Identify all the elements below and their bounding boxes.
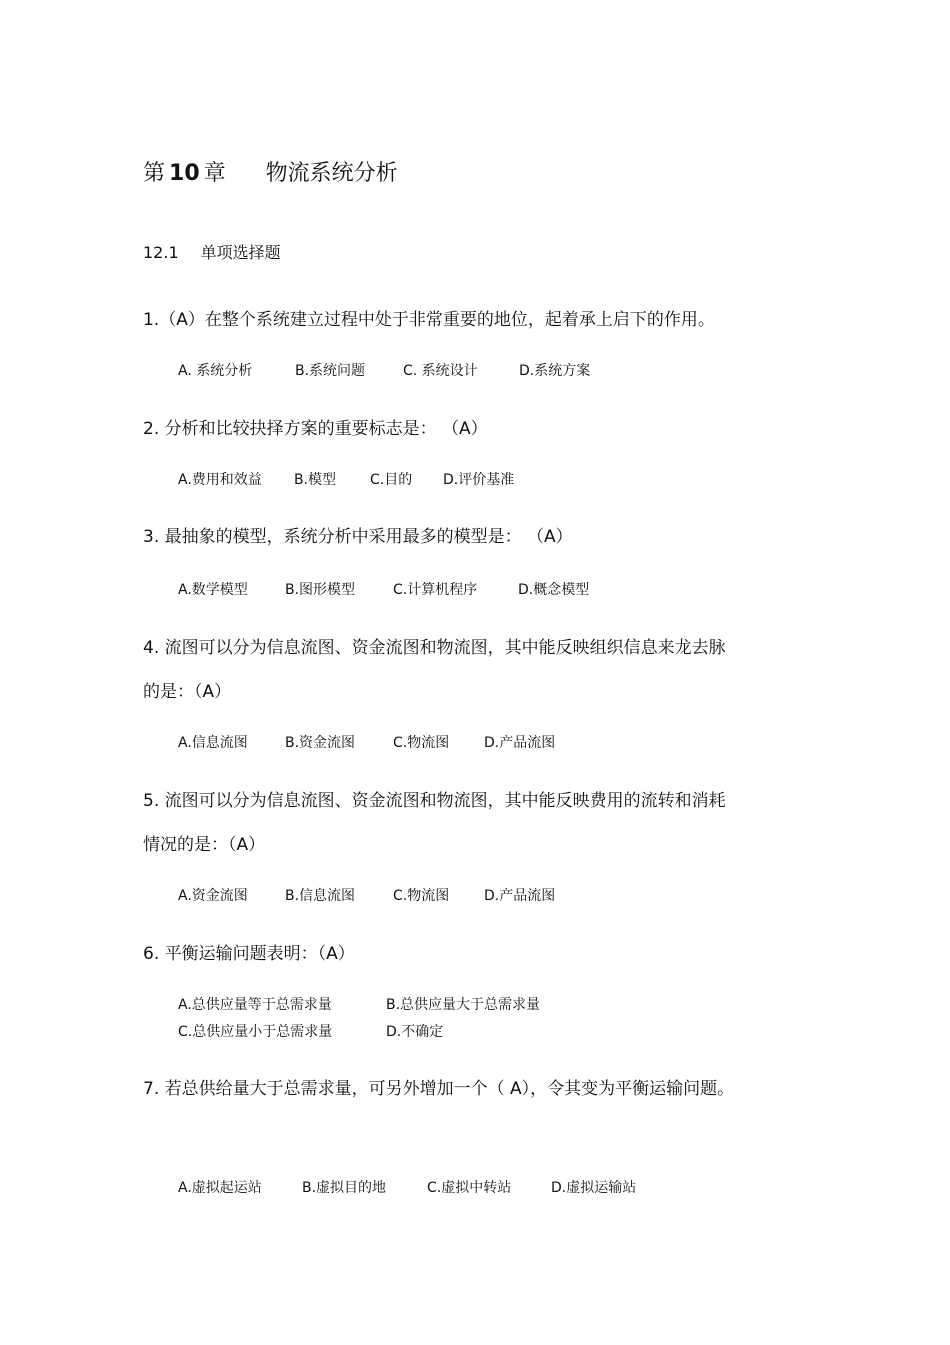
option: D.产品流图 xyxy=(484,888,556,904)
option: C.总供应量小于总需求量 xyxy=(178,1024,333,1040)
question-4-options xyxy=(178,732,555,752)
chapter-number: 10 xyxy=(169,161,200,186)
section-heading xyxy=(143,240,281,263)
question-6: 6. 平衡运输问题表明：（A） xyxy=(143,944,355,964)
option: A. 系统分析 xyxy=(178,363,253,379)
option: D.虚拟运输站 xyxy=(551,1180,637,1196)
question-5-options xyxy=(178,885,555,905)
question-7: 7. 若总供给量大于总需求量，可另外增加一个（ A），令其变为平衡运输问题。 xyxy=(143,1079,735,1099)
option: A.资金流图 xyxy=(178,888,248,904)
option: A.虚拟起运站 xyxy=(178,1180,262,1196)
chapter-heading xyxy=(143,156,398,187)
option: D.系统方案 xyxy=(519,363,591,379)
option: C.物流图 xyxy=(393,888,450,904)
option: B.虚拟目的地 xyxy=(302,1180,387,1196)
question-3: 3. 最抽象的模型，系统分析中采用最多的模型是： （A） xyxy=(143,527,573,547)
option: B.图形模型 xyxy=(285,582,356,598)
question-6-options-row-1 xyxy=(178,994,540,1014)
question-4-line-2: 的是：（A） xyxy=(143,682,232,702)
question-5-line-2: 情况的是：（A） xyxy=(143,835,266,855)
option: C. 系统设计 xyxy=(403,363,478,379)
question-7-options xyxy=(178,1177,636,1197)
option: B.资金流图 xyxy=(285,735,356,751)
option: D.评价基准 xyxy=(443,472,515,488)
question-5-line-1: 5. 流图可以分为信息流图、资金流图和物流图，其中能反映费用的流转和消耗 xyxy=(143,791,726,811)
chapter-prefix: 第 xyxy=(143,161,166,186)
section-number: 12.1 xyxy=(143,243,179,262)
option: C.物流图 xyxy=(393,735,450,751)
question-2: 2. 分析和比较抉择方案的重要标志是： （A） xyxy=(143,419,488,439)
option: A.数学模型 xyxy=(178,582,248,598)
option: A.信息流图 xyxy=(178,735,248,751)
question-1-options xyxy=(178,360,590,380)
option: D.不确定 xyxy=(386,1024,444,1040)
chapter-title: 物流系统分析 xyxy=(265,161,398,186)
question-2-options xyxy=(178,469,514,489)
question-3-options xyxy=(178,579,589,599)
option: C.计算机程序 xyxy=(393,582,478,598)
option: C.虚拟中转站 xyxy=(427,1180,512,1196)
question-1: 1.（A）在整个系统建立过程中处于非常重要的地位，起着承上启下的作用。 xyxy=(143,310,715,330)
option: B.总供应量大于总需求量 xyxy=(386,997,541,1013)
option: B.系统问题 xyxy=(295,363,366,379)
option: D.产品流图 xyxy=(484,735,556,751)
option: A.总供应量等于总需求量 xyxy=(178,997,332,1013)
option: A.费用和效益 xyxy=(178,472,262,488)
option: B.信息流图 xyxy=(285,888,356,904)
section-title: 单项选择题 xyxy=(200,243,281,262)
question-4-line-1: 4. 流图可以分为信息流图、资金流图和物流图，其中能反映组织信息来龙去脉 xyxy=(143,638,726,658)
chapter-suffix: 章 xyxy=(203,161,226,186)
option: D.概念模型 xyxy=(518,582,590,598)
option: C.目的 xyxy=(370,472,413,488)
option: B.模型 xyxy=(294,472,337,488)
question-6-options-row-2 xyxy=(178,1021,443,1041)
